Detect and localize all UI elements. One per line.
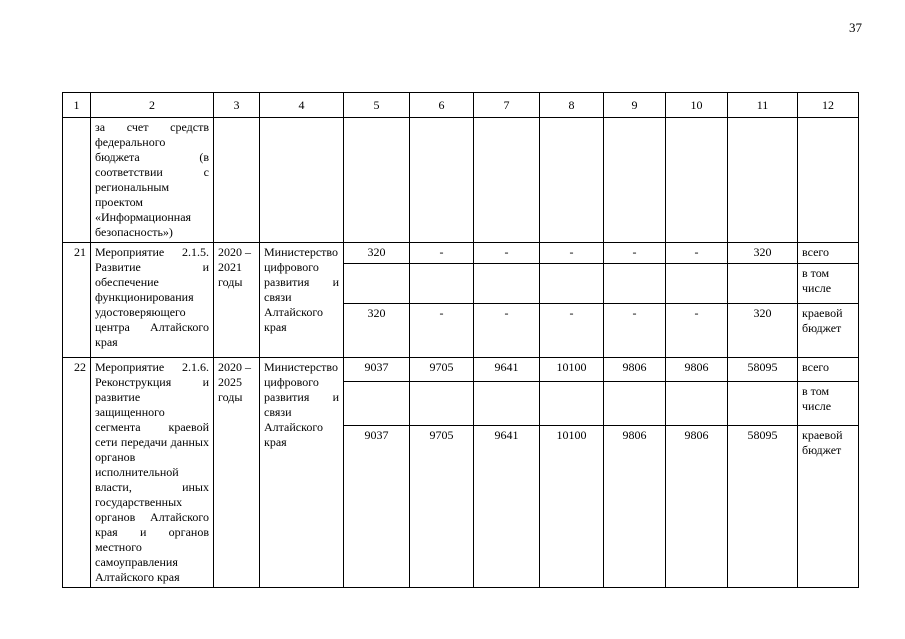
value-cell: 320 bbox=[344, 243, 410, 264]
table-row bbox=[63, 243, 859, 264]
value-cell bbox=[344, 381, 410, 426]
value-cell: 9806 bbox=[604, 358, 666, 382]
program-table bbox=[62, 92, 859, 588]
value-cell: 9641 bbox=[474, 358, 540, 382]
source-cell: всего bbox=[798, 358, 859, 382]
header-cell: 9 bbox=[604, 93, 666, 118]
header-cell: 4 bbox=[260, 93, 344, 118]
value-cell: - bbox=[410, 304, 474, 358]
value-cell: 320 bbox=[344, 304, 410, 358]
page-number: 37 bbox=[849, 20, 862, 35]
value-cell: - bbox=[666, 243, 728, 264]
value-cell bbox=[474, 264, 540, 304]
value-cell: - bbox=[604, 304, 666, 358]
value-cell bbox=[474, 381, 540, 426]
source-cell: всего bbox=[798, 243, 859, 264]
value-cell bbox=[410, 264, 474, 304]
value-cell: 320 bbox=[728, 304, 798, 358]
row-index: 21 bbox=[63, 243, 91, 358]
value-cell bbox=[728, 381, 798, 426]
source-cell: краевой бюджет bbox=[798, 426, 859, 588]
header-cell: 7 bbox=[474, 93, 540, 118]
value-cell: 9641 bbox=[474, 426, 540, 588]
table-row bbox=[63, 358, 859, 382]
value-cell: 9037 bbox=[344, 358, 410, 382]
row-index: 22 bbox=[63, 358, 91, 588]
period-cell: 2020 – 2025 годы bbox=[214, 358, 260, 588]
header-cell: 1 bbox=[63, 93, 91, 118]
value-cell: 9705 bbox=[410, 358, 474, 382]
value-cell: 9806 bbox=[666, 426, 728, 588]
header-cell: 12 bbox=[798, 93, 859, 118]
header-cell: 6 bbox=[410, 93, 474, 118]
value-cell: - bbox=[410, 243, 474, 264]
continuation-row bbox=[63, 118, 859, 243]
value-cell bbox=[666, 264, 728, 304]
value-cell: - bbox=[540, 243, 604, 264]
value-cell: 9806 bbox=[666, 358, 728, 382]
value-cell bbox=[410, 381, 474, 426]
value-cell: 10100 bbox=[540, 358, 604, 382]
value-cell: - bbox=[666, 304, 728, 358]
header-cell: 3 bbox=[214, 93, 260, 118]
value-cell: 58095 bbox=[728, 426, 798, 588]
activity-cell: Мероприятие 2.1.6. Реконструкция и развитие защищенного сегмента краевой сети передачи данных органов исполнительной власти, иных государственных органов Алтайского края и органов местного самоуправления Алтайского края bbox=[91, 358, 214, 588]
value-cell: 9806 bbox=[604, 426, 666, 588]
header-cell: 2 bbox=[91, 93, 214, 118]
activity-cell: Мероприятие 2.1.5. Развитие и обеспечение функционирования удостоверяющего центра Алтайского края bbox=[91, 243, 214, 358]
executor-cell: Министерство цифрового развития и связи Алтайского края bbox=[260, 243, 344, 358]
header-cell: 8 bbox=[540, 93, 604, 118]
value-cell: 320 bbox=[728, 243, 798, 264]
value-cell bbox=[540, 381, 604, 426]
source-cell: в том числе bbox=[798, 381, 859, 426]
value-cell bbox=[540, 264, 604, 304]
value-cell: - bbox=[474, 304, 540, 358]
value-cell bbox=[344, 264, 410, 304]
header-cell: 5 bbox=[344, 93, 410, 118]
continuation-text: за счет средств федерального бюджета (в соответствии с региональным проектом «Информационная безопасность») bbox=[91, 118, 214, 243]
value-cell bbox=[728, 264, 798, 304]
value-cell: 10100 bbox=[540, 426, 604, 588]
value-cell: - bbox=[474, 243, 540, 264]
source-cell: краевой бюджет bbox=[798, 304, 859, 358]
value-cell: - bbox=[540, 304, 604, 358]
header-cell: 10 bbox=[666, 93, 728, 118]
value-cell bbox=[666, 381, 728, 426]
source-cell: в том числе bbox=[798, 264, 859, 304]
value-cell: 58095 bbox=[728, 358, 798, 382]
header-row bbox=[63, 93, 859, 118]
value-cell bbox=[604, 381, 666, 426]
value-cell: 9705 bbox=[410, 426, 474, 588]
period-cell: 2020 – 2021 годы bbox=[214, 243, 260, 358]
value-cell: - bbox=[604, 243, 666, 264]
value-cell: 9037 bbox=[344, 426, 410, 588]
executor-cell: Министерство цифрового развития и связи Алтайского края bbox=[260, 358, 344, 588]
header-cell: 11 bbox=[728, 93, 798, 118]
value-cell bbox=[604, 264, 666, 304]
